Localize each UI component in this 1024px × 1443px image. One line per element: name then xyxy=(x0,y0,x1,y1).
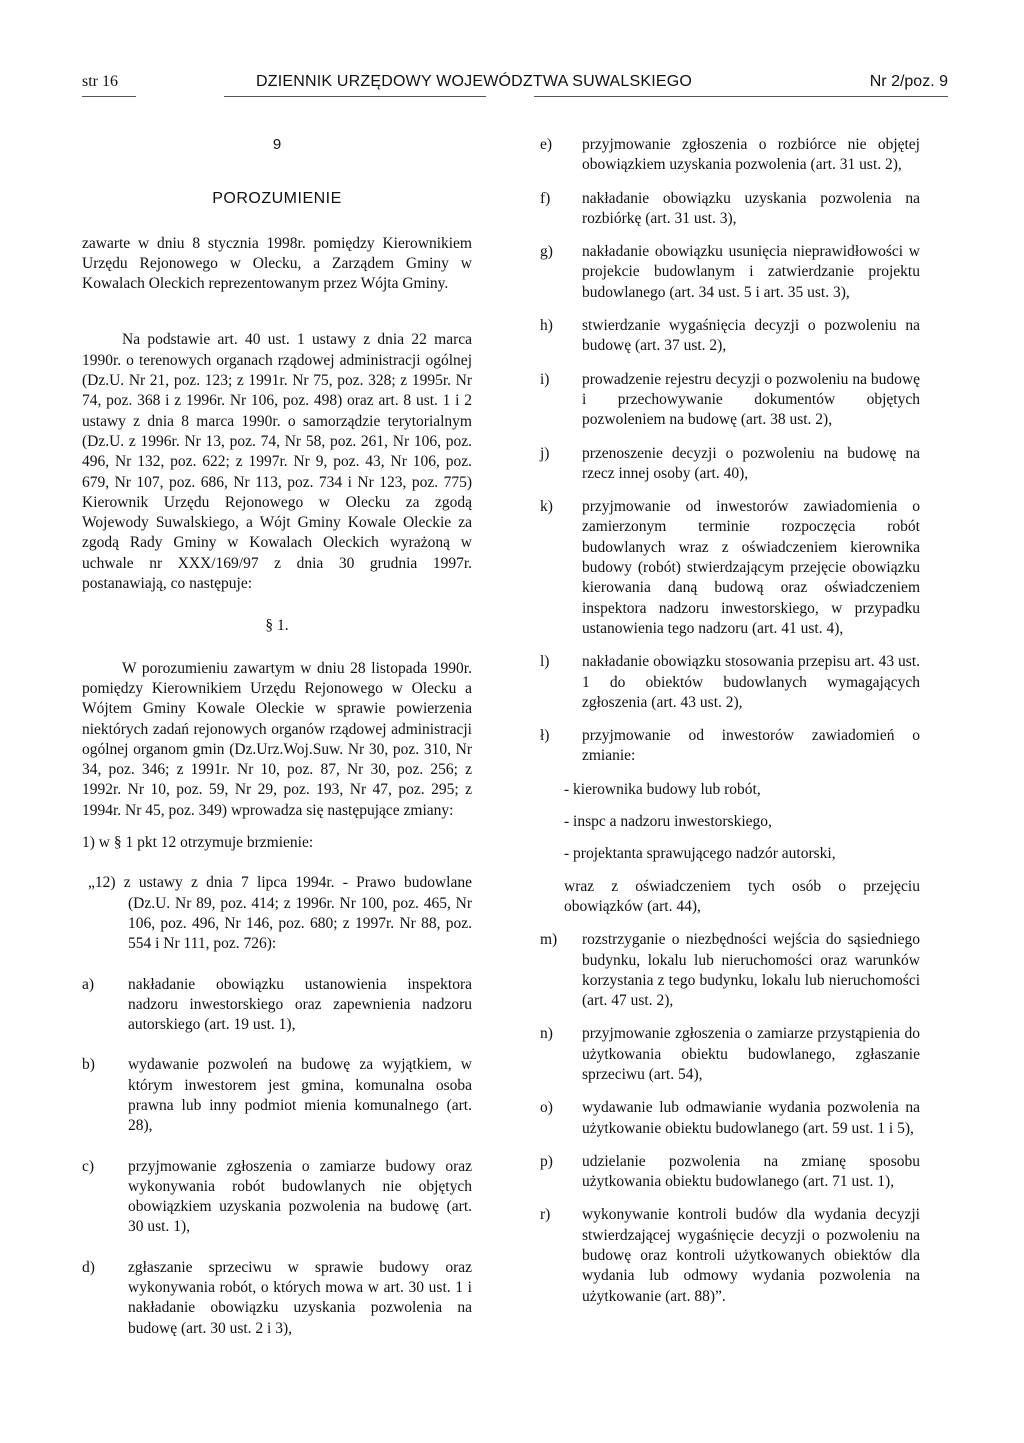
header-rule xyxy=(82,96,136,97)
right-column xyxy=(540,135,920,1307)
item-text: przyjmowanie zgłoszenia o zamiarze budowy oraz wykonywania robót budowlanych nie objętych obowiązkiem uzyskania pozwolenia na budowę (art. 30 ust. 1), xyxy=(128,1157,472,1236)
item-label: e) xyxy=(540,136,553,153)
item-text: wydawanie pozwoleń na budowę za wyjątkiem, w którym inwestorem jest gmina, komunalna osoba prawna lub inny podmiot mienia komunalnego (art. 28), xyxy=(128,1056,472,1135)
item-text: udzielanie pozwolenia na zmianę sposobu użytkowania obiektu budowlanego (art. 71 ust. 1), xyxy=(582,1152,920,1191)
item-text: stwierdzanie wygaśnięcia decyzji o pozwoleniu na budowę (art. 37 ust. 2), xyxy=(582,317,920,355)
issue-number: Nr 2/poz. 9 xyxy=(869,73,948,90)
body-paragraph: W porozumieniu zawartym w dniu 28 listopada 1990r. pomiędzy Kierownikiem Urzędu Rejonowego w Olecku a Wójtem Gminy Kowale Oleckie w sprawie powierzenia niektórych zadań rejonowych organów rządowej administracji ogólnej organom gmin (Dz.Urz.Woj.Suw. Nr 30, poz. 310, Nr 34, poz. 346; z 1991r. Nr 10, poz. 87, Nr 30, poz. 256; z 1992r. Nr 10, poz. 59, Nr 29, poz. 193, Nr 47, poz. 295; z 1994r. Nr 45, poz. 349) wprowadza się następujące zmiany: xyxy=(82,659,472,819)
item-text: nakładanie obowiązku usunięcia nieprawidłowości w projekcie budowlanym i zatwierdzanie projektu budowlanego (art. 34 ust. 5 i art. 35 ust. 3), xyxy=(582,243,920,301)
item-text: przenoszenie decyzji o pozwoleniu na budowę na rzecz innej osoby (art. 40), xyxy=(582,444,920,482)
list-item xyxy=(540,497,920,639)
item-label: d) xyxy=(82,1258,95,1276)
preamble-paragraph: Na podstawie art. 40 ust. 1 ustawy z dnia 22 marca 1990r. o terenowych organach rządowej administracji ogólnej (Dz.U. Nr 21, poz. 123; z 1991r. Nr 75, poz. 328; z 1995r. Nr 74, poz. 368 i z 1996r. Nr 106, poz. 498) oraz art. 8 ust. 1 i 2 ustawy z dnia 8 marca 1990r. o samorządzie terytorialnym (Dz.U. z 1996r. Nr 13, poz. 74, Nr 58, poz. 261, Nr 106, poz. 496, Nr 132, poz. 622; z 1997r. Nr 9, poz. 43, Nr 106, poz. 679, Nr 107, poz. 686, Nr 113, poz. 734 i Nr 123, poz. 775) Kierownik Urzędu Rejonowego w Olecku za zgodą Wojewody Suwalskiego, a Wójt Gminy Kowale Oleckie za zgodą Rady Gminy w Kowalach Oleckich wyrażoną w uchwale nr XXX/169/97 z dnia 30 grudnia 1997r. postanawiają, co następuje: xyxy=(82,331,472,593)
paragraph-sign: § 1. xyxy=(265,617,289,635)
sub-item: - inspc a nadzoru inwestorskiego, xyxy=(564,813,772,831)
list-item xyxy=(540,930,920,1011)
change-line: 1) w § 1 pkt 12 otrzymuje brzmienie: xyxy=(82,834,314,852)
item-text: przyjmowanie zgłoszenia o zamiarze przystąpienia do użytkowania obiektu budowlanego, zgłaszanie sprzeciwu (art. 54), xyxy=(582,1025,920,1083)
sub-item: - projektanta sprawującego nadzór autorski, xyxy=(564,845,836,863)
item-text: prowadzenie rejestru decyzji o pozwoleniu na budowę i przechowywanie dokumentów objętych pozwoleniem na budowę (art. 38 ust. 2), xyxy=(582,370,920,429)
list-item xyxy=(540,1024,920,1085)
list-item xyxy=(540,242,920,303)
list-item xyxy=(540,652,920,713)
left-column xyxy=(82,135,472,1339)
list-item xyxy=(540,1205,920,1306)
item-text: przyjmowanie zgłoszenia o rozbiórce nie objętej obowiązkiem uzyskania pozwolenia (art. 31 ust. 2), xyxy=(582,136,920,174)
item-label: b) xyxy=(82,1056,95,1074)
item-text: przyjmowanie od inwestorów zawiadomienia o zamierzonym terminie rozpoczęcia robót budowlanych wraz z oświadczeniem kierownika budowy (robót) stwierdzającym przejęcie obowiązku kierowania daną budową oraz oświadczeniem inspektora nadzoru inwestorskiego, w przypadku ustanowienia tego nadzoru (art. 41 ust. 4), xyxy=(582,498,920,637)
item-text: rozstrzyganie o niezbędności wejścia do sąsiedniego budynku, lokalu lub nieruchomości oraz warunków korzystania z tego budynku, lokalu lub nieruchomości (art. 47 ust. 2), xyxy=(582,931,920,1010)
list-item xyxy=(540,316,920,357)
item-label: c) xyxy=(82,1157,95,1175)
journal-title: DZIENNIK URZĘDOWY WOJEWÓDZTWA SUWALSKIEGO xyxy=(256,73,693,90)
item-label: j) xyxy=(540,444,550,462)
list-item xyxy=(82,975,472,1036)
list-item xyxy=(540,1152,920,1193)
list-item xyxy=(82,1258,472,1339)
item-label: ł) xyxy=(540,727,550,745)
item-label: i) xyxy=(540,370,550,388)
item-text: nakładanie obowiązku uzyskania pozwolenia na rozbiórkę (art. 31 ust. 3), xyxy=(582,189,920,227)
item-label: p) xyxy=(540,1152,553,1170)
item-label: o) xyxy=(540,1099,553,1117)
page-number: str 16 xyxy=(82,73,118,90)
item-label: m) xyxy=(540,931,558,949)
item-label: n) xyxy=(540,1025,553,1043)
list-item xyxy=(540,444,920,485)
item-text: nakładanie obowiązku stosowania przepisu art. 43 ust. 1 do obiektów budowlanych wymagających zgłoszenia (art. 43 ust. 2), xyxy=(582,653,920,711)
item-text: nakładanie obowiązku ustanowienia inspektora nadzoru inwestorskiego oraz zapewnienia nadzoru autorskiego (art. 19 ust. 1), xyxy=(128,975,472,1034)
quote-paragraph: „12) z ustawy z dnia 7 lipca 1994r. - Prawo budowlane (Dz.U. Nr 89, poz. 414; z 1996r. Nr 100, poz. 465, Nr 106, poz. 496, Nr 146, poz. 680; z 1997r. Nr 88, poz. 554 i Nr 111, poz. 726): xyxy=(88,874,472,953)
list-item xyxy=(82,1055,472,1136)
item-label: g) xyxy=(540,243,553,261)
intro-paragraph: zawarte w dniu 8 stycznia 1998r. pomiędzy Kierownikiem Urzędu Rejonowego w Olecku, a Zarządem Gminy w Kowalach Oleckich reprezentowanym przez Wójta Gminy. xyxy=(82,234,472,293)
list-item xyxy=(82,1157,472,1238)
list-item xyxy=(540,1098,920,1139)
header-rule xyxy=(224,96,486,97)
list-item xyxy=(540,370,920,431)
sub-note: wraz z oświadczeniem tych osób o przejęciu obowiązków (art. 44), xyxy=(564,877,920,915)
sub-item: - kierownika budowy lub robót, xyxy=(564,780,761,798)
item-label: l) xyxy=(540,653,550,671)
item-text: zgłaszanie sprzeciwu w sprawie budowy oraz wykonywania robót, o których mowa w art. 30 ust. 1 i nakładanie obowiązku uzyskania pozwolenia na budowę (art. 30 ust. 2 i 3), xyxy=(128,1258,472,1337)
item-text: wykonywanie kontroli budów dla wydania decyzji stwierdzającej wygaśnięcie decyzji o pozwoleniu na budowę oraz kontroli użytkowanych obiektów dla wydania lub odmowy wydania pozwolenia na użytkowanie (art. 88)”. xyxy=(582,1206,920,1305)
item-text: przyjmowanie od inwestorów zawiadomień o zmianie: xyxy=(582,727,920,765)
document-heading: POROZUMIENIE xyxy=(212,190,342,208)
page-header xyxy=(82,72,948,102)
item-label: a) xyxy=(82,975,95,993)
list-item xyxy=(540,726,920,767)
item-label: h) xyxy=(540,317,553,335)
item-text: wydawanie lub odmawianie wydania pozwolenia na użytkowanie obiektu budowlanego (art. 59 ust. 1 i 5), xyxy=(582,1099,920,1137)
item-label: f) xyxy=(540,189,551,207)
document-number: 9 xyxy=(272,136,282,153)
list-item xyxy=(540,189,920,230)
list-item xyxy=(540,135,920,176)
item-label: k) xyxy=(540,498,553,516)
item-label: r) xyxy=(540,1206,551,1224)
header-rule xyxy=(534,96,948,97)
